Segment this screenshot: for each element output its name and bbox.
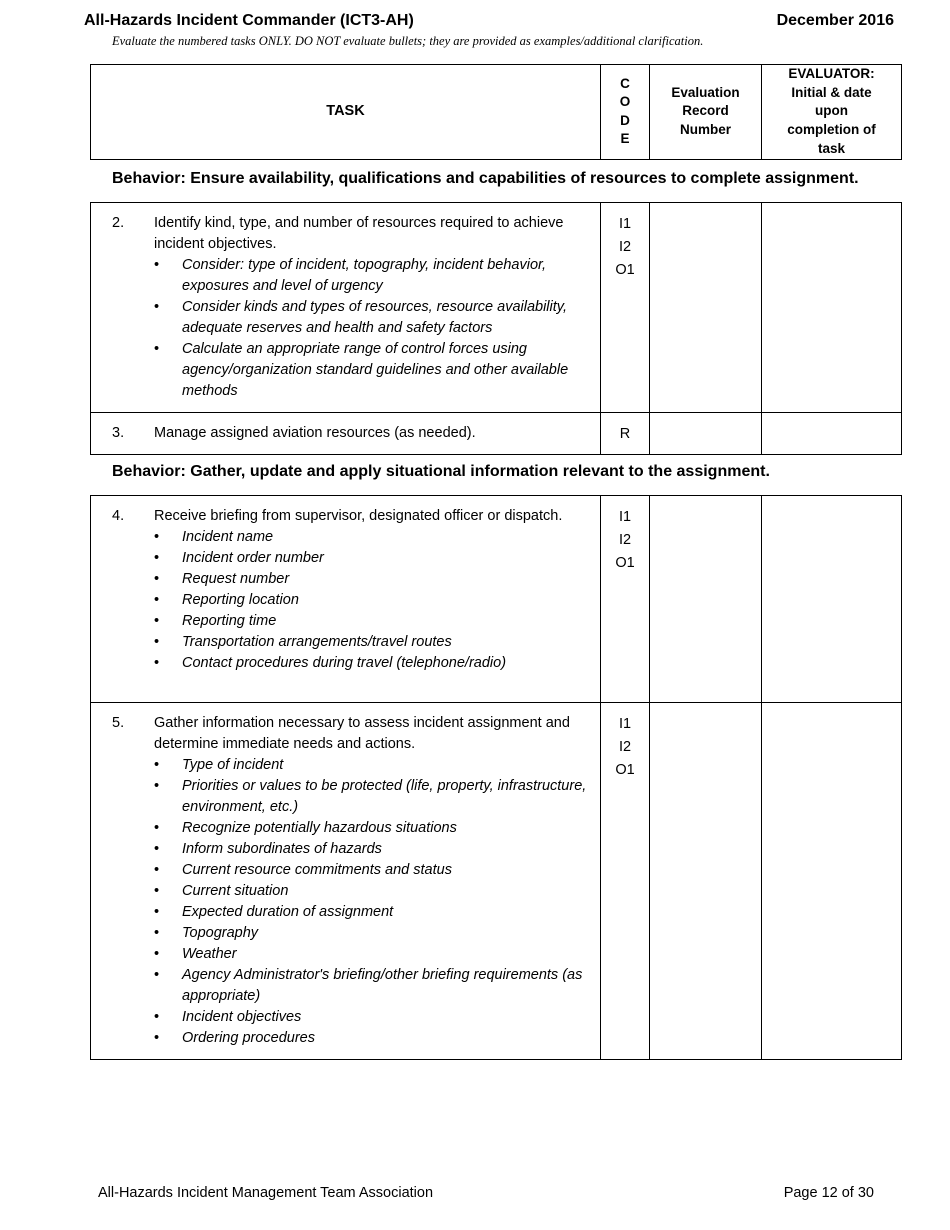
evaluation-record-cell[interactable] — [650, 413, 762, 455]
task-bullets — [112, 255, 592, 402]
evaluator-initials-cell[interactable] — [762, 413, 902, 455]
list-item: • Transportation arrangements/travel routes — [154, 632, 592, 653]
page-number: Page 12 of 30 — [783, 1185, 874, 1201]
task-table — [90, 495, 902, 1060]
code-column-header: C O D E — [601, 65, 650, 160]
evaluator-initials-cell[interactable] — [762, 496, 902, 703]
list-item: • Reporting location — [154, 590, 592, 611]
list-item: • Consider kinds and types of resources, resource availability, adequate reserves and health and safety factors — [154, 297, 592, 339]
table-row — [91, 413, 902, 455]
task-number: 2. — [112, 215, 125, 231]
list-item: • Weather — [154, 944, 592, 965]
task-cell — [91, 413, 601, 455]
list-item: • Expected duration of assignment — [154, 902, 592, 923]
list-item: • Consider: type of incident, topography, incident behavior, exposures and level of urgency — [154, 255, 592, 297]
code-cell: I1 I2 O1 — [601, 703, 650, 1060]
list-item: • Ordering procedures — [154, 1028, 592, 1049]
list-item: • Calculate an appropriate range of control forces using agency/organization standard guidelines and other available methods — [154, 339, 592, 402]
list-item: • Inform subordinates of hazards — [154, 839, 592, 860]
code-cell: I1 I2 O1 — [601, 203, 650, 413]
task-column-header: TASK — [91, 65, 601, 160]
list-item: • Request number — [154, 569, 592, 590]
behavior-heading: Behavior: Gather, update and apply situational information relevant to the assignment. — [112, 463, 770, 480]
task-bullets — [112, 527, 592, 674]
task-text: Gather information necessary to assess incident assignment and determine immediate needs and actions. — [154, 715, 570, 752]
task-bullets — [112, 755, 592, 1049]
evaluator-initials-cell[interactable] — [762, 203, 902, 413]
task-table — [90, 202, 902, 455]
evaluation-record-cell[interactable] — [650, 203, 762, 413]
record-number-column-header: Evaluation Record Number — [650, 65, 762, 160]
list-item: • Recognize potentially hazardous situations — [154, 818, 592, 839]
list-item: • Agency Administrator's briefing/other briefing requirements (as appropriate) — [154, 965, 592, 1007]
list-item: • Incident name — [154, 527, 592, 548]
table-row — [91, 496, 902, 703]
evaluation-instruction: Evaluate the numbered tasks ONLY. DO NOT evaluate bullets; they are provided as examples/additional clarification. — [112, 34, 704, 48]
list-item: • Topography — [154, 923, 592, 944]
list-item: • Current resource commitments and status — [154, 860, 592, 881]
table-row — [91, 703, 902, 1060]
task-text: Receive briefing from supervisor, designated officer or dispatch. — [154, 508, 563, 524]
task-number: 5. — [112, 715, 125, 731]
behavior-heading: Behavior: Ensure availability, qualifications and capabilities of resources to complete assignment. — [112, 170, 859, 187]
task-cell — [91, 703, 601, 1060]
task-text: Identify kind, type, and number of resources required to achieve incident objectives. — [154, 215, 564, 252]
task-number: 4. — [112, 508, 125, 524]
list-item: • Priorities or values to be protected (life, property, infrastructure, environment, etc.) — [154, 776, 592, 818]
evaluator-column-header: EVALUATOR: Initial & date upon completion of task — [762, 65, 902, 160]
code-cell: R — [601, 413, 650, 455]
evaluator-initials-cell[interactable] — [762, 703, 902, 1060]
evaluation-record-cell[interactable] — [650, 496, 762, 703]
task-cell — [91, 496, 601, 703]
evaluation-record-cell[interactable] — [650, 703, 762, 1060]
list-item: • Incident order number — [154, 548, 592, 569]
column-header-table — [90, 64, 902, 160]
code-cell: I1 I2 O1 — [601, 496, 650, 703]
footer-organization: All-Hazards Incident Management Team Association — [98, 1185, 434, 1201]
list-item: • Current situation — [154, 881, 592, 902]
table-row — [91, 203, 902, 413]
task-number: 3. — [112, 425, 125, 441]
list-item: • Reporting time — [154, 611, 592, 632]
list-item: • Contact procedures during travel (telephone/radio) — [154, 653, 592, 674]
list-item: • Type of incident — [154, 755, 592, 776]
task-cell — [91, 203, 601, 413]
header-title: All-Hazards Incident Commander (ICT3-AH) — [84, 12, 414, 29]
list-item: • Incident objectives — [154, 1007, 592, 1028]
task-text: Manage assigned aviation resources (as needed). — [154, 425, 476, 441]
header-date: December 2016 — [776, 12, 894, 29]
